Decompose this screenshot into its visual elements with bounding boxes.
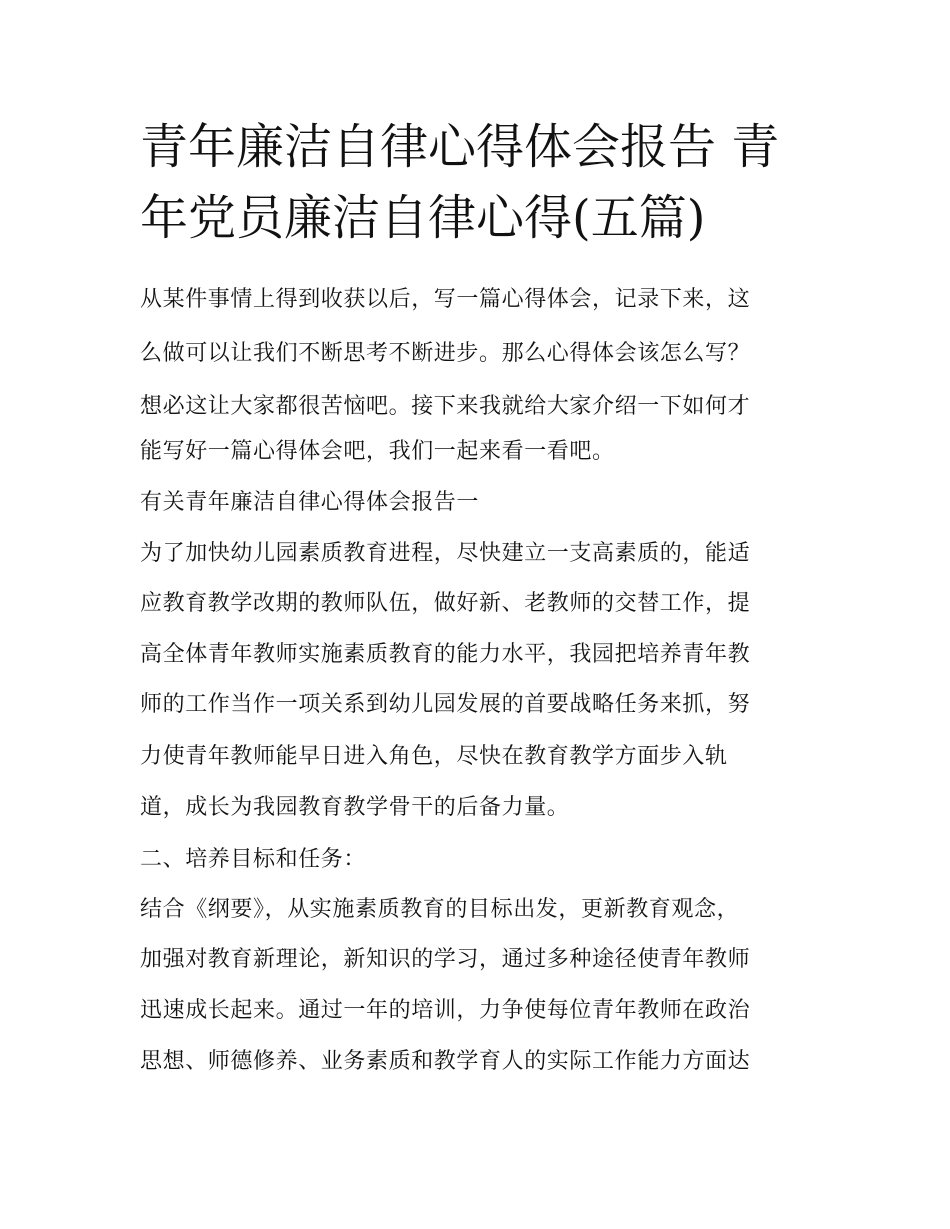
paragraph-line-2: 应教育教学改期的教师队伍，做好新、老教师的交替工作，提 bbox=[140, 591, 751, 616]
intro-line-2: 么做可以让我们不断思考不断进步。那么心得体会该怎么写？ bbox=[140, 341, 751, 366]
title-line-1: 青年廉洁自律心得体会报告 青 bbox=[140, 119, 780, 175]
paragraph-line-4: 师的工作当作一项关系到幼儿园发展的首要战略任务来抓，努 bbox=[140, 692, 751, 717]
goals-line-3: 迅速成长起来。通过一年的培训，力争使每位青年教师在政治 bbox=[140, 998, 751, 1023]
document-title bbox=[140, 112, 820, 254]
paragraph-line-5: 力使青年教师能早日进入角色，尽快在教育教学方面步入轨 bbox=[140, 744, 728, 769]
paragraph-line-1: 为了加快幼儿园素质教育进程，尽快建立一支高素质的，能适 bbox=[140, 541, 751, 566]
section-heading-report-1: 有关青年廉洁自律心得体会报告一 bbox=[140, 490, 480, 515]
intro-line-3: 想必这让大家都很苦恼吧。接下来我就给大家介绍一下如何才 bbox=[140, 394, 751, 419]
goals-line-2: 加强对教育新理论，新知识的学习，通过多种途径使青年教师 bbox=[140, 947, 751, 972]
paragraph-line-6: 道，成长为我园教育教学骨干的后备力量。 bbox=[140, 795, 570, 820]
intro-line-4: 能写好一篇心得体会吧，我们一起来看一看吧。 bbox=[140, 439, 615, 464]
intro-line-1: 从某件事情上得到收获以后，写一篇心得体会，记录下来，这 bbox=[140, 287, 751, 312]
goals-line-4: 思想、师德修养、业务素质和教学育人的实际工作能力方面达 bbox=[140, 1049, 751, 1074]
title-line-2: 年党员廉洁自律心得(五篇) bbox=[140, 190, 706, 246]
paragraph-line-3: 高全体青年教师实施素质教育的能力水平，我园把培养青年教 bbox=[140, 642, 751, 667]
goals-line-1: 结合《纲要》，从实施素质教育的目标出发，更新教育观念， bbox=[140, 897, 740, 922]
section-heading-goals: 二、培养目标和任务： bbox=[140, 847, 367, 872]
